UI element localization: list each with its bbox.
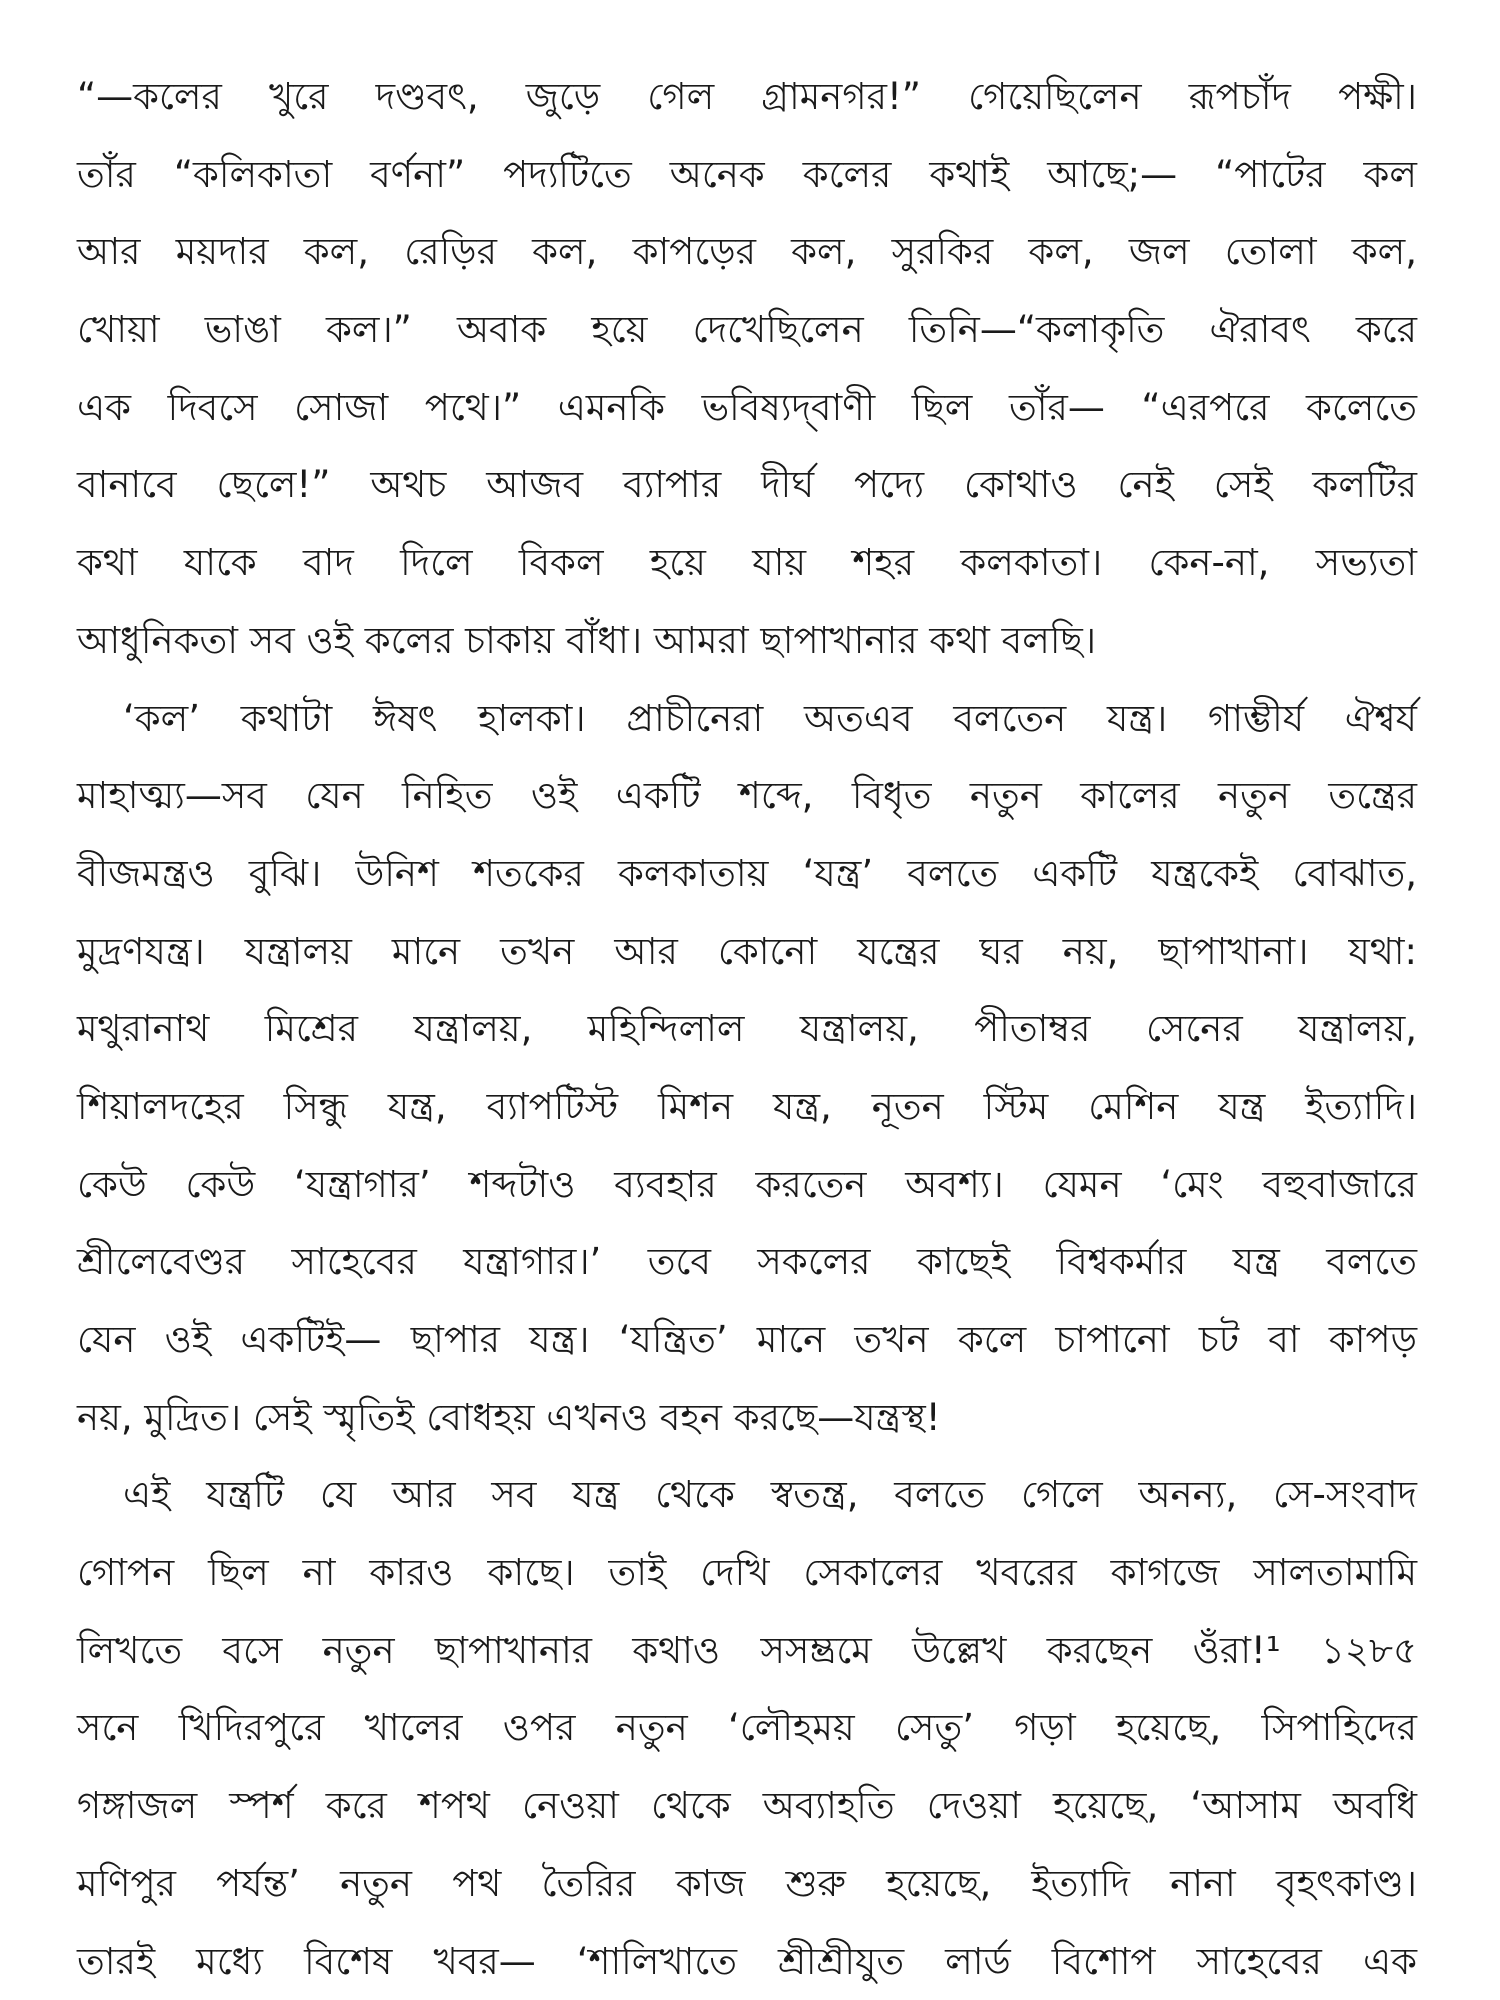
text-line: মণিপুর পর্যন্ত’ নতুন পথ তৈরির কাজ শুরু হয়েছে, ইত্যাদি নানা বৃহৎকাণ্ড। (77, 1861, 1417, 1905)
text-line: এই যন্ত্রটি যে আর সব যন্ত্র থেকে স্বতন্ত্র, বলতে গেলে অনন্য, সে-সংবাদ (123, 1473, 1417, 1517)
text-line: “—কলের খুরে দণ্ডবৎ, জুড়ে গেল গ্রামনগর!” গেয়েছিলেন রূপচাঁদ পক্ষী। (77, 75, 1417, 118)
document-page (77, 58, 1417, 2000)
paragraph-2 (77, 680, 1417, 1457)
text-line: আধুনিকতা সব ওই কলের চাকায় বাঁধা। আমরা ছাপাখানার কথা বলছি। (77, 618, 1097, 662)
text-line: শিয়ালদহের সিন্ধু যন্ত্র, ব্যাপটিস্ট মিশন যন্ত্র, নূতন স্টিম মেশিন যন্ত্র ইত্যাদি। (77, 1084, 1417, 1128)
text-line: যেন ওই একটিই— ছাপার যন্ত্র। ‘যন্ত্রিত’ মানে তখন কলে চাপানো চট বা কাপড় (77, 1318, 1417, 1361)
paragraph-3 (77, 1456, 1417, 2000)
text-line: তাঁর “কলিকাতা বর্ণনা” পদ্যটিতে অনেক কলের কথাই আছে;— “পাটের কল (77, 152, 1417, 196)
text-line: তারই মধ্যে বিশেষ খবর— ‘শালিখাতে শ্রীশ্রীযুত লার্ড বিশোপ সাহেবের এক (77, 1939, 1417, 1983)
text-line: গঙ্গাজল স্পর্শ করে শপথ নেওয়া থেকে অব্যাহতি দেওয়া হয়েছে, ‘আসাম অবধি (77, 1784, 1417, 1828)
text-line: কথা যাকে বাদ দিলে বিকল হয়ে যায় শহর কলকাতা। কেন-না, সভ্যতা (77, 541, 1417, 585)
text-line: গোপন ছিল না কারও কাছে। তাই দেখি সেকালের খবরের কাগজে সালতামামি (77, 1551, 1417, 1595)
text-line: ‘কল’ কথাটা ঈষৎ হালকা। প্রাচীনেরা অতএব বলতেন যন্ত্র। গাম্ভীর্য ঐশ্বর্য (123, 696, 1417, 740)
text-line: মথুরানাথ মিশ্রের যন্ত্রালয়, মহিন্দিলাল যন্ত্রালয়, পীতাম্বর সেনের যন্ত্রালয়, (77, 1007, 1417, 1051)
text-line: কেউ কেউ ‘যন্ত্রাগার’ শব্দটাও ব্যবহার করতেন অবশ্য। যেমন ‘মেং বহুবাজারে (77, 1162, 1417, 1206)
text-line: লিখতে বসে নতুন ছাপাখানার কথাও সসম্ভ্রমে উল্লেখ করছেন ওঁরা!¹ ১২৮৫ (77, 1628, 1417, 1672)
text-line: সনে খিদিরপুরে খালের ওপর নতুন ‘লৌহময় সেতু’ গড়া হয়েছে, সিপাহিদের (77, 1706, 1417, 1750)
paragraph-1 (77, 58, 1417, 680)
text-line: বানাবে ছেলে!” অথচ আজব ব্যাপার দীর্ঘ পদ্যে কোথাও নেই সেই কলটির (77, 463, 1417, 507)
text-line: মুদ্রণযন্ত্র। যন্ত্রালয় মানে তখন আর কোনো যন্ত্রের ঘর নয়, ছাপাখানা। যথা: (77, 929, 1417, 973)
text-line: শ্রীলেবেণ্ডর সাহেবের যন্ত্রাগার।’ তবে সকলের কাছেই বিশ্বকর্মার যন্ত্র বলতে (77, 1240, 1417, 1284)
text-line: বীজমন্ত্রও বুঝি। উনিশ শতকের কলকাতায় ‘যন্ত্র’ বলতে একটি যন্ত্রকেই বোঝাত, (77, 851, 1417, 895)
text-line: নয়, মুদ্রিত। সেই স্মৃতিই বোধহয় এখনও বহন করছে—যন্ত্রস্থ! (77, 1395, 941, 1439)
text-line: খোয়া ভাঙা কল।” অবাক হয়ে দেখেছিলেন তিনি—“কলাকৃতি ঐরাবৎ করে (77, 308, 1417, 352)
text-line: আর ময়দার কল, রেড়ির কল, কাপড়ের কল, সুরকির কল, জল তোলা কল, (77, 230, 1417, 274)
text-line: মাহাত্ম্য—সব যেন নিহিত ওই একটি শব্দে, বিধৃত নতুন কালের নতুন তন্ত্রের (77, 774, 1417, 818)
text-line: এক দিবসে সোজা পথে।” এমনকি ভবিষ্যদ্‌বাণী ছিল তাঁর— “এরপরে কলেতে (77, 385, 1417, 429)
